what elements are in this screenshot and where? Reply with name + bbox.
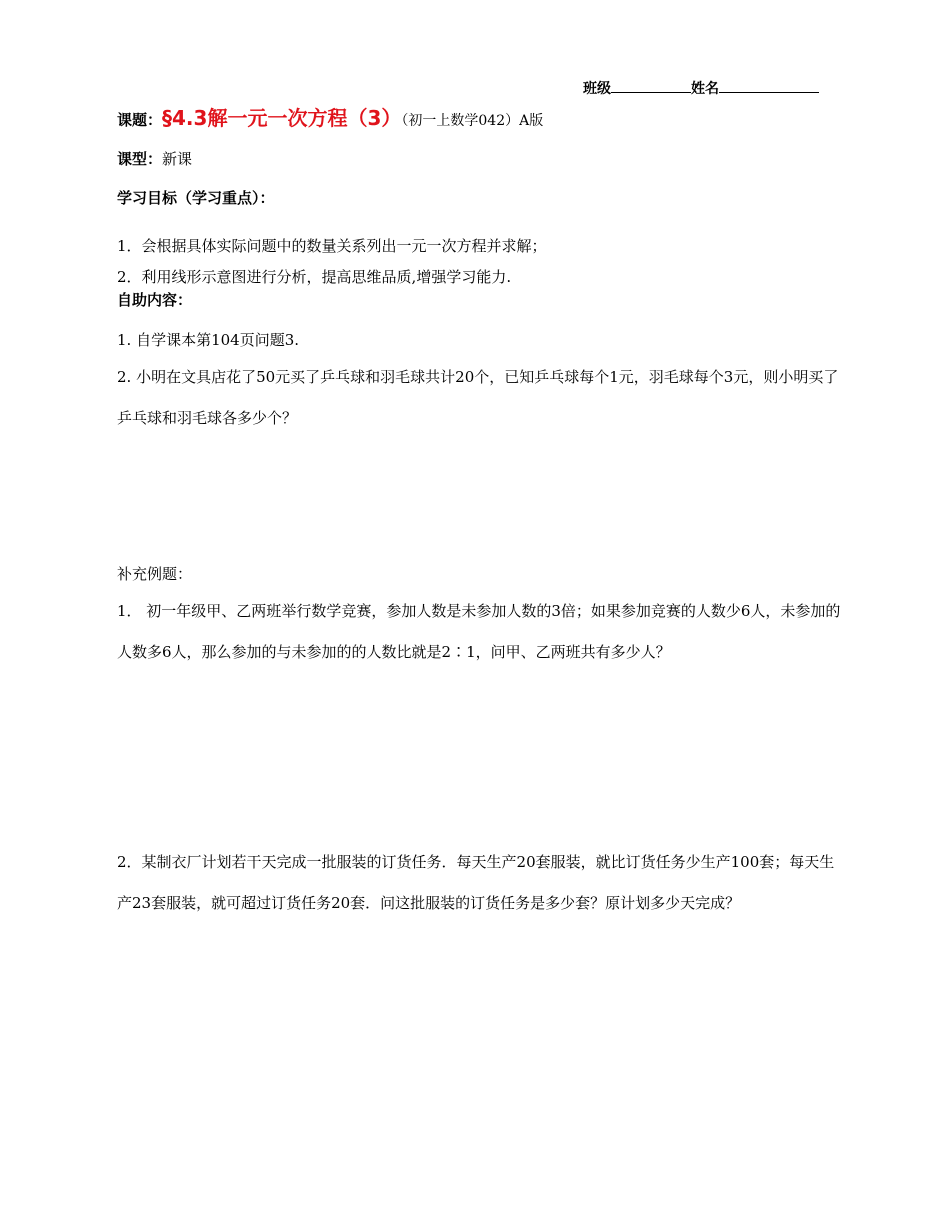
class-blank — [611, 78, 691, 93]
class-name-header — [583, 78, 819, 99]
lesson-type — [117, 149, 192, 169]
self-study-item-2: 2. 小明在文具店花了50元买了乒乓球和羽毛球共计20个，已知乒乓球每个1元，羽毛球每个3元，则小明买了乒乓球和羽毛球各多少个？ — [117, 368, 839, 427]
example-item-2: 2．某制衣厂计划若干天完成一批服装的订货任务．每天生产20套服装，就比订货任务少生产100套；每天生产23套服装，就可超过订货任务20套．问这批服装的订货任务是多少套？原计划多少天完成？ — [117, 853, 835, 912]
lesson-title — [117, 106, 543, 133]
name-blank — [719, 78, 819, 93]
goal-item-2: 2．利用线形示意图进行分析，提高思维品质,增强学习能力. — [117, 268, 512, 286]
example-item-1: 1． 初一年级甲、乙两班举行数学竞赛，参加人数是未参加人数的3倍；如果参加竞赛的人数少6人，未参加的人数多6人，那么参加的与未参加的的人数比就是2∶1，问甲、乙两班共有多少人？ — [117, 602, 841, 661]
goals-heading: 学习目标（学习重点）： — [117, 189, 275, 207]
title-main: §4.3解一元一次方程（3） — [162, 106, 402, 130]
name-label: 姓名 — [691, 81, 719, 97]
class-label: 班级 — [583, 81, 611, 97]
self-study-item-1: 1. 自学课本第104页问题3. — [117, 331, 300, 349]
self-study-heading: 自助内容： — [117, 291, 193, 309]
lesson-type-label: 课型： — [117, 150, 163, 168]
goal-item-1: 1．会根据具体实际问题中的数量关系列出一元一次方程并求解； — [117, 237, 547, 255]
title-sub: （初一上数学042）A版 — [401, 113, 544, 129]
title-label: 课题： — [117, 111, 163, 129]
examples-heading: 补充例题： — [117, 565, 193, 583]
lesson-type-value: 新课 — [162, 150, 193, 168]
